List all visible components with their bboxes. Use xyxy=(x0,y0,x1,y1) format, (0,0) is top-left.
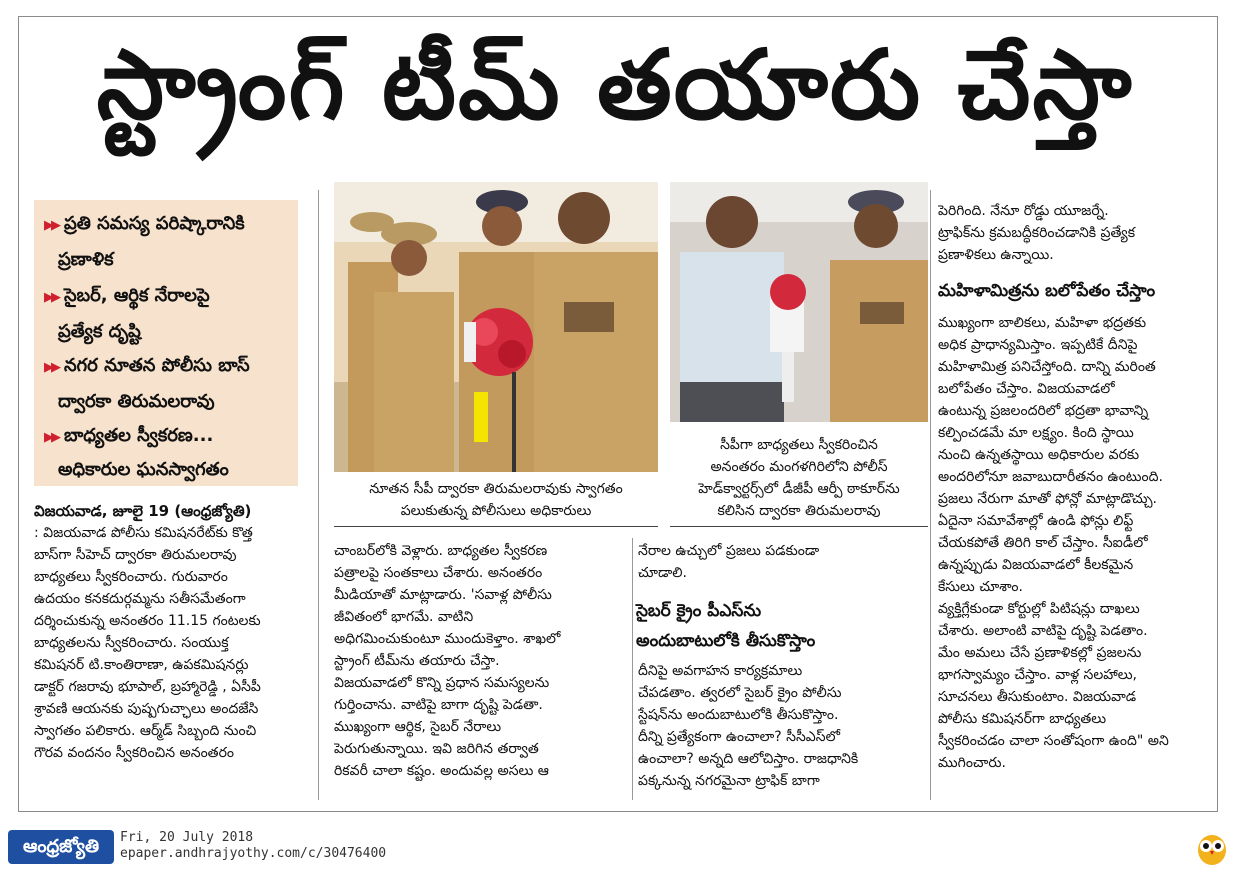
highlight-cont: ప్రణాళిక xyxy=(58,249,114,270)
dateline: విజయవాడ, జూలై 19 (ఆంధ్రజ్యోతి) xyxy=(34,502,252,520)
highlight-text: ప్రతి సమస్య పరిష్కారానికి xyxy=(64,213,245,234)
subhead-mahila-mitra: మహిళామిత్రను బలోపేతం చేస్తాం xyxy=(938,281,1156,301)
text-line: విజయవాడలో కొన్ని ప్రధాన సమస్యలను xyxy=(334,675,550,691)
column-divider xyxy=(930,190,931,800)
text-line: చేశారు. అలాంటి వాటిపై దృష్టి పెడతాం. xyxy=(938,623,1148,639)
highlight-1 xyxy=(44,206,245,244)
text-line: పెరుగుతున్నాయి. ఇవి జరిగిన తర్వాత xyxy=(334,741,539,757)
column-2 xyxy=(334,540,630,792)
text-line: శ్రావణి ఆయనకు పుష్పగుచ్ఛాలు అందజేసి xyxy=(34,701,259,717)
text-line: ఉదయం కనకదుర్గమ్మను సతీసమేతంగా xyxy=(34,591,246,607)
text-line: పత్రాలపై సంతకాలు చేశారు. అనంతరం xyxy=(334,565,543,581)
text-line: స్టేషన్‌ను అందుబాటులోకి తీసుకొస్తాం. xyxy=(638,707,839,723)
highlight-cont: ద్వారకా తిరుమలరావు xyxy=(58,391,215,412)
text-line: బలోపేతం చేస్తాం. విజయవాడలో xyxy=(938,381,1115,397)
text-line: ఉంటున్న ప్రజలందరిలో భద్రతా భావాన్ని xyxy=(938,403,1149,419)
publication-logo: ఆంధ్రజ్యోతి xyxy=(8,830,114,864)
text-line: ముఖ్యంగా ఆర్థిక, సైబర్ నేరాలు xyxy=(334,719,502,735)
text-line: రికవరీ చాలా కష్టం. అందువల్ల అసలు ఆ xyxy=(334,763,549,779)
text-line: డాక్టర్ గజరావు భూపాల్, బ్రహ్మారెడ్డి , ఏసీపీ xyxy=(34,679,261,695)
text-line: దీన్ని ప్రత్యేకంగా ఉంచాలా? సీసీఎస్‌లో xyxy=(638,729,840,745)
photo2-caption-line2: అనంతరం మంగళగిరిలోని పోలీస్ xyxy=(710,459,888,475)
photo1-caption-line1: నూతన సీపీ ద్వారకా తిరుమలరావుకు స్వాగతం xyxy=(369,481,623,497)
highlight-cont: అధికారుల ఘనస్వాగతం xyxy=(58,459,229,480)
subhead-cyber-line2: అందుబాటులోకి తీసుకొస్తాం xyxy=(636,631,816,651)
column-1 xyxy=(34,522,304,786)
text-line: మహిళామిత్ర పనిచేస్తోంది. దాన్ని మరింత xyxy=(938,359,1156,375)
footer-meta xyxy=(120,830,386,862)
text-line: గౌరవ వందనం స్వీకరించిన అనంతరం xyxy=(34,745,234,761)
photo-cp-welcome xyxy=(334,182,658,472)
highlight-text: నగర నూతన పోలీసు బాస్ xyxy=(64,355,250,376)
column-4 xyxy=(938,312,1206,796)
photo2-caption-line3: హెడ్‌క్వార్టర్స్‌లో డీజీపీ ఆర్పీ ఠాకూర్‌ను xyxy=(698,481,900,497)
edition-date: Fri, 20 July 2018 xyxy=(120,830,254,845)
double-arrow-icon: ▶▶ xyxy=(44,290,58,305)
text-line: ముగించారు. xyxy=(938,755,1006,771)
epaper-url[interactable]: epaper.andhrajyothy.com/c/30476400 xyxy=(120,846,387,861)
text-line: : విజయవాడ పోలీసు కమిషనరేట్‌కు కొత్త xyxy=(34,525,253,541)
text-line: జీవితంలో భాగమే. వాటిని xyxy=(334,609,474,625)
text-line: గుర్తించాను. వాటిపై బాగా దృష్టి పెడతా. xyxy=(334,697,543,713)
photo1-caption-line2: పలుకుతున్న పోలీసులు అధికారులు xyxy=(400,503,592,519)
highlight-text: సైబర్, ఆర్థిక నేరాలపై xyxy=(64,285,210,306)
text-line: ముఖ్యంగా బాలికలు, మహిళా భద్రతకు xyxy=(938,315,1147,331)
text-line: మీడియాతో మాట్లాడారు. 'సవాళ్ల పోలీసు xyxy=(334,587,552,603)
text-line: ఏదైనా సమావేశాల్లో ఉండి ఫోన్లు లిఫ్ట్ xyxy=(938,513,1134,529)
column-divider xyxy=(632,538,633,800)
text-line: కేసులు చూశాం. xyxy=(938,579,1023,595)
text-line: పక్కనున్న నగరమైనా ట్రాఫిక్ బాగా xyxy=(638,773,820,789)
text-line: ప్రజలు నేరుగా మాతో ఫోన్లో మాట్లాడొచ్చు. xyxy=(938,491,1157,507)
column-3-top xyxy=(638,540,922,584)
highlights-box xyxy=(34,200,298,486)
double-arrow-icon: ▶▶ xyxy=(44,430,58,445)
column-4-top xyxy=(938,200,1206,266)
text-line: దీనిపై అవగాహన కార్యక్రమాలు xyxy=(638,663,803,679)
text-line: స్ట్రాంగ్ టీమ్‌ను తయారు చేస్తా. xyxy=(334,653,500,669)
text-line: అధిక ప్రాధాన్యమిస్తాం. ఇప్పటికే దీనిపై xyxy=(938,337,1138,353)
text-line: భాగస్వామ్యం చేస్తాం. వాళ్ల సలహాలు, xyxy=(938,667,1137,683)
subhead-cyber-line1: సైబర్ క్రైం పీఎస్‌ను xyxy=(636,601,762,621)
double-arrow-icon: ▶▶ xyxy=(44,360,58,375)
text-line: స్వాగతం పలికారు. ఆర్మ్‌డ్ సిబ్బంది నుంచి xyxy=(34,723,257,739)
text-line: వ్యక్తిగ్లేకుండా కోర్టుల్లో పిటిషన్లు దాఖలు xyxy=(938,601,1140,617)
highlight-cont: ప్రత్యేక దృష్టి xyxy=(58,321,141,342)
text-line: అందరిలోనూ జవాబుదారీతనం ఉంటుంది. xyxy=(938,469,1163,485)
highlight-4 xyxy=(44,418,213,456)
text-line: సూచనలు తీసుకుంటాం. విజయవాడ xyxy=(938,689,1137,705)
text-line: ప్రణాళికలు ఉన్నాయి. xyxy=(938,247,1054,263)
caption-rule xyxy=(670,526,928,527)
text-line: కమిషనర్ టి.కాంతిరాణా, ఉపకమిషనర్లు xyxy=(34,657,249,673)
text-line: ట్రాఫిక్‌ను క్రమబద్ధీకరించడానికి ప్రత్యేక xyxy=(938,225,1136,241)
text-line: చేపడతాం. త్వరలో సైబర్ క్రైం పోలీసు xyxy=(638,685,842,701)
text-line: ఉంచాలా? అన్నది ఆలోచిస్తాం. రాజధానికి xyxy=(638,751,859,767)
text-line: నేరాల ఉచ్చులో ప్రజలు పడకుండా xyxy=(638,543,820,559)
highlight-text: బాధ్యతల స్వీకరణ... xyxy=(64,425,214,446)
text-line: నుంచి ఉన్నతస్థాయి అధికారుల వరకు xyxy=(938,447,1140,463)
column-divider xyxy=(318,190,319,800)
text-line: దర్శించుకున్న అనంతరం 11.15 గంటలకు xyxy=(34,613,261,629)
text-line: స్వీకరించడం చాలా సంతోషంగా ఉంది" అని xyxy=(938,733,1169,749)
headline: స్ట్రాంగ్ టీమ్ తయారు చేస్తా xyxy=(96,29,1134,141)
column-3 xyxy=(638,660,922,792)
text-line: పెరిగింది. నేనూ రోడ్డు యూజర్నే. xyxy=(938,203,1109,219)
text-line: అధిగమించుకుంటూ ముందుకెళ్తాం. శాఖలో xyxy=(334,631,561,647)
caption-rule xyxy=(334,526,658,527)
text-line: పోలీసు కమిషనర్‌గా బాధ్యతలు xyxy=(938,711,1107,727)
text-line: చేయకపోతే తిరిగి కాల్ చేస్తాం. సీఐడీలో xyxy=(938,535,1148,551)
text-line: చూడాలి. xyxy=(638,565,687,581)
footer xyxy=(0,826,1234,869)
text-line: కల్పించడమే మా లక్ష్యం. కింది స్థాయి xyxy=(938,425,1134,441)
text-line: మేం అమలు చేసే ప్రణాళికల్లో ప్రజలను xyxy=(938,645,1142,661)
text-line: బాధ్యతలను స్వీకరించారు. సంయుక్త xyxy=(34,635,229,651)
double-arrow-icon: ▶▶ xyxy=(44,218,58,233)
photo-dgp-meeting xyxy=(670,182,928,422)
photo2-caption-line1: సీపీగా బాధ్యతలు స్వీకరించిన xyxy=(720,437,878,453)
owl-mascot-icon xyxy=(1196,830,1228,866)
text-line: చాంబర్‌లోకి వెళ్లారు. బాధ్యతల స్వీకరణ xyxy=(334,543,548,559)
photo2-caption-line4: కలిసిన ద్వారకా తిరుమలరావు xyxy=(717,503,881,519)
text-line: బాధ్యతలు స్వీకరించారు. గురువారం xyxy=(34,569,228,585)
highlight-2 xyxy=(44,278,210,316)
highlight-3 xyxy=(44,348,250,386)
text-line: ఉన్నప్పుడు విజయవాడలో కీలకమైన xyxy=(938,557,1134,573)
text-line: బాస్‌గా సీహెచ్ ద్వారకా తిరుమలరావు xyxy=(34,547,237,563)
